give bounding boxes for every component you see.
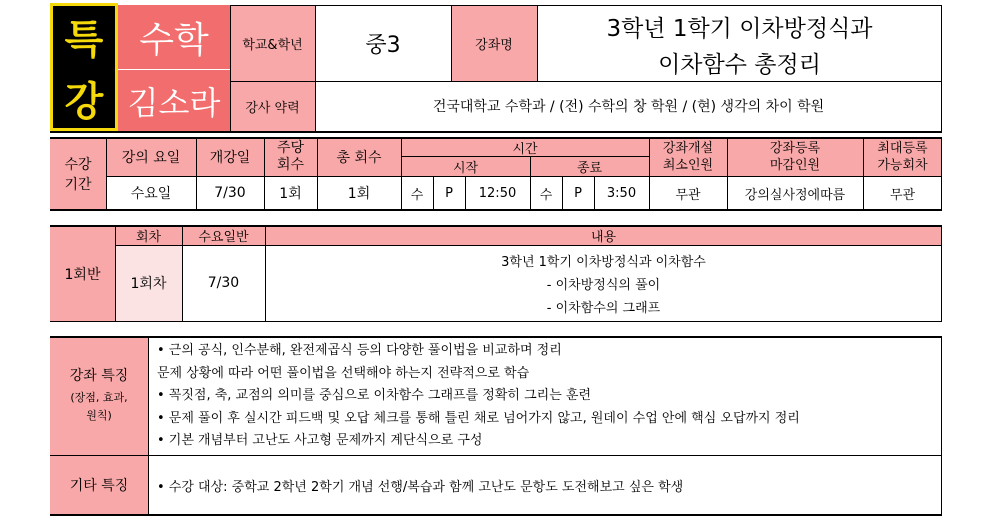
- feature-line: • 문제 풀이 후 실시간 피드백 및 오답 체크를 통해 틀린 채로 넘어가지 않고, 원데이 수업 안에 핵심 오답까지 정리: [157, 410, 800, 426]
- schedule-end-ampm: P: [574, 185, 582, 201]
- session-content: [265, 245, 942, 321]
- teacher-cell: 김소라: [118, 70, 230, 131]
- bio-label: 강사 약력: [230, 81, 315, 131]
- schedule-end-day: 수: [539, 187, 553, 203]
- school-grade-value: 중3: [365, 32, 401, 58]
- schedule-weekly: 1회: [279, 186, 302, 202]
- col-max-line2: 가능회차: [877, 158, 928, 173]
- schedule-start-date: 7/30: [214, 185, 246, 201]
- feature-line: • 근의 공식, 인수분해, 완전제곱식 등의 다양한 풀이법을 비교하며 정리: [157, 343, 562, 358]
- schedule-day: 수요일: [130, 186, 172, 202]
- session-date: 7/30: [207, 275, 240, 291]
- session-content-line3: - 이차함수의 그래프: [546, 300, 661, 316]
- other-label: 기타 특징: [50, 455, 148, 515]
- subject-cell: 수학: [118, 5, 230, 69]
- special-badge-char-2: 강: [64, 78, 104, 125]
- col-max-line1: 최대등록: [877, 141, 928, 156]
- col-round: 회차: [115, 226, 182, 245]
- col-class: 수요일반: [182, 226, 265, 245]
- schedule-section-label: [50, 138, 106, 210]
- special-badge-char-1: 특: [64, 16, 104, 63]
- course-title-line1: 3학년 1학기 이차방정식과: [606, 15, 873, 42]
- session-content-line1: 3학년 1학기 이차방정식과 이차함수: [501, 254, 706, 270]
- other-content: • 수강 대상: 중학교 2학년 2학기 개념 선행/복습과 함께 고난도 문항도 도전해보고 싶은 학생: [157, 479, 684, 495]
- col-start-date: 개강일: [196, 138, 264, 176]
- school-grade-label: 학교&학년: [230, 5, 315, 81]
- col-min-line1: 강좌개설: [662, 141, 714, 156]
- features-label: 강좌 특징: [69, 368, 129, 384]
- col-min-people: [649, 138, 727, 176]
- col-weekly-line2: 회수: [276, 157, 305, 173]
- course-title: [537, 5, 942, 81]
- feature-line: 문제 상황에 따라 어떤 풀이법을 선택해야 하는지 전략적으로 학습: [157, 365, 530, 381]
- col-time: 시간: [401, 138, 649, 156]
- schedule-label-line2: 기간: [64, 177, 92, 193]
- schedule-start-day: 수: [410, 187, 424, 203]
- schedule-label-line1: 수강: [64, 157, 92, 173]
- session-label: 1회반: [50, 226, 115, 321]
- col-deadline-line1: 강좌등록: [769, 141, 821, 156]
- col-weekly: [264, 138, 317, 176]
- session-round: 1회차: [115, 245, 182, 321]
- col-deadline-line2: 마감인원: [769, 158, 821, 173]
- col-total: 총 회수: [317, 138, 401, 176]
- col-min-line2: 최소인원: [662, 158, 714, 173]
- col-time-start: 시작: [401, 157, 530, 176]
- col-day: 강의 요일: [106, 138, 196, 176]
- col-max: [863, 138, 942, 176]
- features-label-cell: [50, 337, 148, 455]
- features-sublabel-2: 원칙): [86, 409, 112, 422]
- col-content: 내용: [265, 226, 942, 245]
- schedule-min-people: 무관: [675, 187, 701, 203]
- course-name-label: 강좌명: [451, 5, 537, 81]
- schedule-total: 1회: [347, 186, 371, 202]
- features-content: [150, 340, 940, 454]
- bio-value: 건국대학교 수학과 / (전) 수학의 창 학원 / (현) 생각의 차이 학원: [432, 99, 825, 115]
- schedule-start-ampm: P: [445, 185, 453, 201]
- schedule-end-time: 3:50: [606, 185, 637, 201]
- feature-line: • 꼭짓점, 축, 교점의 의미를 중심으로 이차함수 그래프를 정확히 그리는 훈련: [157, 388, 591, 403]
- feature-line: • 기본 개념부터 고난도 사고형 문제까지 계단식으로 구성: [157, 433, 483, 448]
- schedule-deadline: 강의실사정에따름: [744, 187, 846, 203]
- schedule-start-time: 12:50: [478, 185, 517, 201]
- features-sublabel-1: (장점, 효과,: [70, 391, 128, 404]
- schedule-max: 무관: [889, 187, 916, 203]
- session-content-line2: - 이차방정식의 풀이: [546, 277, 661, 293]
- col-deadline: [727, 138, 863, 176]
- course-title-line2: 이차함수 총정리: [658, 51, 821, 78]
- col-time-end: 종료: [530, 157, 649, 176]
- col-weekly-line1: 주당: [276, 140, 305, 156]
